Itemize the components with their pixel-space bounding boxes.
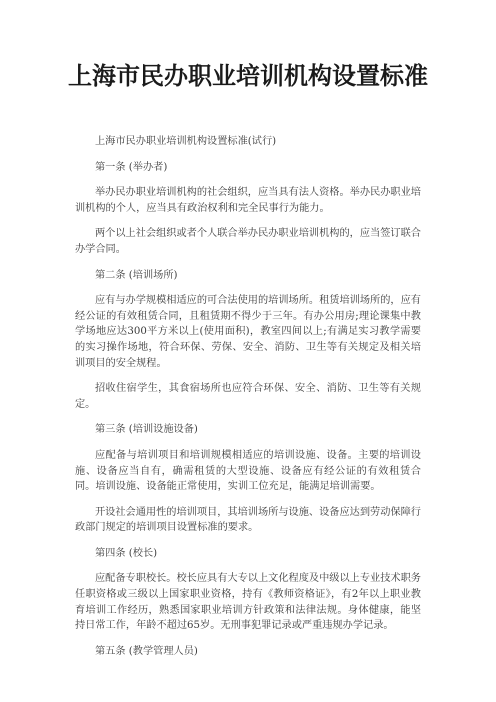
spacer: [75, 438, 421, 448]
spacer: [75, 495, 421, 505]
spacer: [75, 258, 421, 268]
spacer: [75, 412, 421, 422]
section-paragraph: 应有与办学规模相适应的可合法使用的培训场所。租赁培训场所的，应有经公证的有效租赁合同，且租赁期不得少于三年。有办公用房;理论课集中教学场地应达300平方米以上(使用面积)，教室四间以上;有满足实习教学需要的实习操作场地，符合环保、劳保、安全、消防、卫生等有关规定及相关培训项目的安全规程。: [75, 295, 421, 369]
document-body: [75, 134, 421, 659]
document-title: 上海市民办职业培训机构设置标准: [68, 62, 428, 90]
document-subtitle: 上海市民办职业培训机构设置标准(试行): [95, 136, 277, 147]
section-paragraph: 应配备与培训项目和培训规模相适应的培训设施、设备。主要的培训设施、设备应当自有，确需租赁的大型设施、设备应有经公证的有效租赁合同。培训设施、设备能正常使用，实训工位充足，能满足培训需要。: [75, 449, 421, 493]
spacer: [75, 283, 421, 293]
spacer: [75, 150, 421, 160]
section-heading: 第五条 (教学管理人员): [95, 645, 198, 657]
section-paragraph: 开设社会通用性的培训项目，其培训场所与设施、设备应达到劳动保障行政部门规定的培训项目设置标准的要求。: [75, 506, 421, 534]
section-heading: 第二条 (培训场所): [95, 269, 178, 281]
section-paragraph: 应配备专职校长。校长应具有大专以上文化程度及中级以上专业技术职务任职资格或三级以上国家职业资格，持有《教师资格证》，有2年以上职业教育培训工作经历，熟悉国家职业培训方针政策和法律法规。身体健康，能坚持日常工作，年龄不超过65岁。无刑事犯罪记录或严重违规办学记录。: [75, 573, 421, 632]
spacer: [75, 561, 421, 571]
section-paragraph: 招收住宿学生，其食宿场所也应符合环保、安全、消防、卫生等有关规定。: [75, 383, 421, 410]
spacer: [75, 216, 421, 226]
section-paragraph: 举办民办职业培训机构的社会组织，应当具有法人资格。举办民办职业培训机构的个人，应当具有政治权利和完全民事行为能力。: [75, 187, 421, 214]
section-heading: 第三条 (培训设施设备): [95, 424, 198, 436]
section-heading: 第四条 (校长): [95, 547, 158, 559]
section-heading: 第一条 (举办者): [95, 161, 168, 173]
spacer: [75, 371, 421, 381]
spacer: [75, 634, 421, 644]
spacer: [75, 536, 421, 546]
section-paragraph: 两个以上社会组织或者个人联合举办民办职业培训机构的，应当签订联合办学合同。: [75, 228, 421, 255]
spacer: [75, 175, 421, 185]
